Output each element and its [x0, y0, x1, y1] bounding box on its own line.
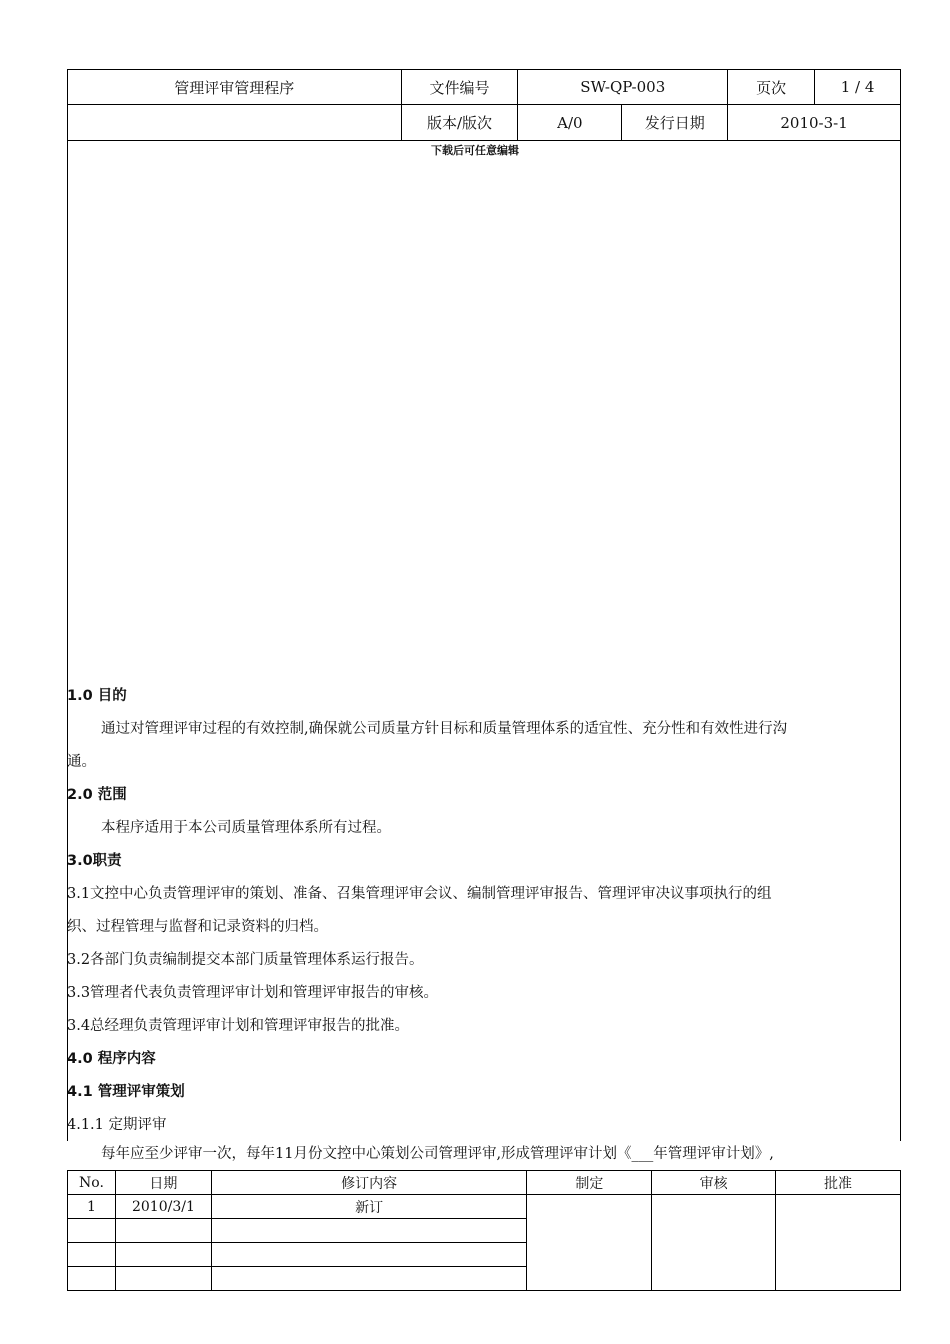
table-row-no: 1: [68, 1195, 116, 1219]
issue-date-label: 发行日期: [622, 105, 728, 141]
section-4-title: 4.0 程序内容: [67, 1051, 156, 1067]
section-3-3: 3.3管理者代表负责管理评审计划和管理评审报告的审核。: [67, 985, 439, 1001]
download-note: 下载后可任意编辑: [431, 144, 519, 157]
section-3-1-cont: 织、过程管理与监督和记录资料的归档。: [67, 919, 328, 935]
rev-header-no: No.: [68, 1171, 116, 1195]
section-3-2: 3.2各部门负责编制提交本部门质量管理体系运行报告。: [67, 952, 424, 968]
section-4-1-title: 4.1 管理评审策划: [67, 1084, 185, 1100]
issue-date-value: 2010-3-1: [728, 105, 901, 141]
section-1-title: 1.0 目的: [67, 688, 127, 704]
rev-header-approved: 批准: [776, 1171, 901, 1195]
section-1-text-cont: 通。: [67, 754, 96, 770]
document-body: [67, 680, 901, 1142]
reviewed-cell: [652, 1195, 776, 1291]
version-label: 版本/版次: [401, 105, 518, 141]
table-row-empty: [211, 1243, 527, 1267]
rev-header-content: 修订内容: [211, 1171, 527, 1195]
table-row-empty: [115, 1267, 211, 1291]
section-4-1-1-text: 每年应至少评审一次，每年11月份文控中心策划公司管理评审,形成管理评审计划《___年管理评审计划》,: [101, 1146, 774, 1162]
table-row-date: 2010/3/1: [115, 1195, 211, 1219]
section-2-title: 2.0 范围: [67, 787, 127, 803]
prepared-cell: [527, 1195, 652, 1291]
rev-header-reviewed: 审核: [652, 1171, 776, 1195]
page-label: 页次: [728, 70, 815, 105]
title-cell-blank: [68, 105, 402, 141]
table-row-empty: [68, 1243, 116, 1267]
rev-header-date: 日期: [115, 1171, 211, 1195]
table-row-content: 新订: [211, 1195, 527, 1219]
revision-table: [67, 1170, 901, 1291]
document-header-table: [67, 69, 901, 141]
rev-header-prepared: 制定: [527, 1171, 652, 1195]
section-3-1: 3.1文控中心负责管理评审的策划、准备、召集管理评审会议、编制管理评审报告、管理评审决议事项执行的组: [67, 886, 772, 902]
document-title: 管理评审管理程序: [68, 70, 402, 105]
section-3-title: 3.0职责: [67, 853, 122, 869]
table-row-empty: [115, 1219, 211, 1243]
section-3-4: 3.4总经理负责管理评审计划和管理评审报告的批准。: [67, 1018, 410, 1034]
doc-no-label: 文件编号: [401, 70, 518, 105]
page-value: 1 / 4: [815, 70, 901, 105]
table-row-empty: [211, 1267, 527, 1291]
doc-no-value: SW-QP-003: [518, 70, 728, 105]
approved-cell: [776, 1195, 901, 1291]
version-value: A/0: [518, 105, 622, 141]
table-row-empty: [115, 1243, 211, 1267]
table-row-empty: [68, 1267, 116, 1291]
section-2-text: 本程序适用于本公司质量管理体系所有过程。: [101, 820, 391, 836]
section-1-text: 通过对管理评审过程的有效控制,确保就公司质量方针目标和质量管理体系的适宜性、充分性和有效性进行沟: [101, 721, 788, 737]
section-4-1-1: 4.1.1 定期评审: [67, 1117, 167, 1133]
table-row-empty: [211, 1219, 527, 1243]
table-row-empty: [68, 1219, 116, 1243]
